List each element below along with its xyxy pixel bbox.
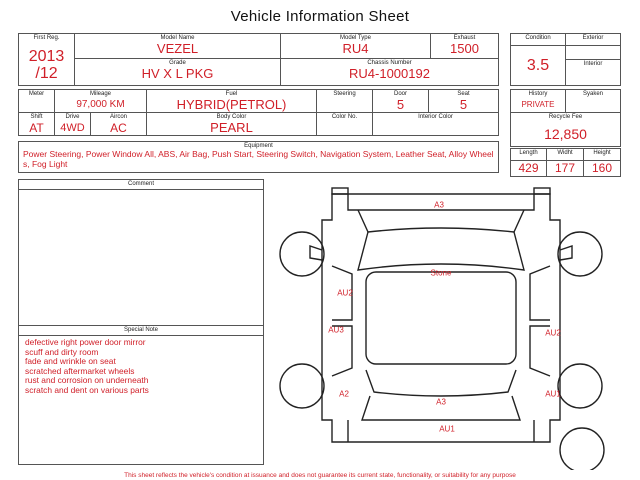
length-value-cell	[511, 161, 547, 177]
door-label: Door	[393, 91, 407, 97]
condition-header	[511, 34, 566, 46]
history-label: History	[528, 91, 548, 97]
vehicle-details-table	[18, 89, 499, 136]
exterior-label: Exterior	[582, 35, 604, 41]
seat-cell	[429, 90, 499, 113]
interior-color-label: Interior Color	[418, 114, 453, 120]
exhaust-value: 1500	[450, 41, 479, 56]
steering-label: Steering	[333, 91, 356, 97]
equipment-box	[18, 141, 499, 173]
drive-label: Drive	[65, 114, 80, 120]
length-label: Length	[519, 150, 538, 156]
exhaust-label: Exhaust	[453, 35, 476, 41]
grade-label: Grade	[169, 60, 186, 66]
dimensions-table	[510, 148, 621, 177]
condition-value-cell	[511, 46, 566, 86]
special-note-item: fade and wrinkle on seat	[25, 356, 116, 366]
width-header	[547, 149, 584, 161]
grade-cell	[75, 59, 281, 86]
wheel-rear-right	[558, 364, 602, 408]
door-value: 5	[396, 97, 405, 112]
first-reg-cell	[19, 34, 75, 86]
recycle-fee-label: Recycle Fee	[548, 114, 583, 120]
interior-cell	[566, 60, 621, 86]
exterior-value-cell	[566, 46, 621, 60]
damage-mark: AU1	[439, 424, 455, 434]
left-mirror	[310, 246, 322, 260]
equipment-label: Equipment	[244, 143, 273, 149]
seat-label: Seat	[457, 91, 470, 97]
recycle-fee-cell	[511, 113, 621, 147]
aircon-label: Aircon	[109, 114, 127, 120]
syaken-label: Syaken	[582, 91, 603, 97]
damage-mark: A3	[436, 397, 446, 407]
model-name-label: Model Name	[160, 35, 195, 41]
color-no-label: Color No.	[331, 114, 358, 120]
fuel-label: Fuel	[225, 91, 238, 97]
length-header	[511, 149, 547, 161]
condition-label: Condition	[525, 35, 551, 41]
width-value: 177	[554, 161, 576, 175]
vehicle-info-table	[18, 33, 499, 86]
front-left-lamp	[332, 188, 348, 194]
damage-mark: AU1	[545, 389, 561, 399]
rear-window	[366, 370, 516, 396]
history-table	[510, 89, 621, 147]
spare-wheel	[560, 428, 604, 470]
mileage-cell	[55, 90, 147, 113]
shift-cell	[19, 113, 55, 136]
special-note-item: scratched aftermarket wheels	[25, 365, 135, 376]
mileage-label: Mileage	[89, 91, 111, 97]
front-right-lamp	[534, 188, 550, 194]
recycle-fee-value: 12,850	[544, 126, 587, 142]
damage-mark: A2	[339, 389, 349, 399]
fuel-cell	[147, 90, 317, 113]
model-type-label: Model Type	[340, 35, 371, 41]
model-name-value: VEZEL	[156, 41, 199, 56]
wheel-front-left	[280, 232, 324, 276]
body-color-label: Body Color	[216, 114, 247, 120]
special-note-item: rust and corrosion on underneath	[25, 375, 149, 385]
length-value: 429	[518, 161, 539, 175]
model-type-value: RU4	[342, 41, 369, 56]
first-reg-month: /12	[35, 65, 58, 82]
equipment-value: Power Steering, Power Window All, ABS, Air Bag, Push Start, Steering Switch, Navigation System, Leather Seat, Alloy Wheels, Fog Light	[23, 149, 494, 169]
meter-label: Meter	[28, 91, 45, 97]
color-no-cell	[317, 113, 373, 136]
height-value: 160	[591, 161, 613, 175]
damage-mark: AU3	[328, 325, 344, 335]
disclaimer-footer: This sheet reflects the vehicle's condition at issuance and does not guarantee its current state, functionality, or suitability for any purpose	[124, 472, 516, 479]
steering-cell	[317, 90, 373, 113]
condition-value: 3.5	[526, 56, 550, 74]
special-note-list	[19, 336, 263, 395]
damage-mark: AU2	[337, 288, 353, 298]
mileage-value: 97,000 KM	[76, 99, 125, 110]
body-color-cell	[147, 113, 317, 136]
chassis-cell	[281, 59, 499, 86]
condition-table	[510, 33, 621, 86]
damage-mark: Stone	[430, 268, 452, 278]
chassis-label: Chassis Number	[367, 60, 412, 66]
roof	[366, 272, 516, 364]
wheel-front-right	[558, 232, 602, 276]
first-reg-year: 2013	[28, 48, 65, 65]
model-type-cell	[281, 34, 431, 59]
exterior-header	[566, 34, 621, 46]
aircon-cell	[91, 113, 147, 136]
shift-label: Shift	[30, 114, 43, 120]
special-note-label: Special Note	[19, 326, 263, 336]
sheet-title: Vehicle Information Sheet	[230, 8, 410, 25]
right-mirror	[560, 246, 572, 260]
width-label: Widht	[557, 150, 573, 156]
door-cell	[373, 90, 429, 113]
fuel-value: HYBRID(PETROL)	[176, 97, 287, 112]
drive-cell	[55, 113, 91, 136]
height-header	[584, 149, 621, 161]
exhaust-cell	[431, 34, 499, 59]
model-name-cell	[75, 34, 281, 59]
damage-mark: AU2	[545, 328, 561, 338]
damage-mark: A3	[434, 200, 444, 210]
height-label: Height	[593, 150, 611, 156]
drive-value: 4WD	[60, 122, 85, 134]
comment-label: Comment	[19, 180, 263, 190]
grade-value: HV X L PKG	[141, 66, 214, 81]
front-right-door	[530, 266, 550, 320]
special-note-item: scratch and dent on various parts	[25, 384, 149, 395]
meter-cell	[19, 90, 55, 113]
wheel-rear-left	[280, 364, 324, 408]
first-reg-label: First Reg.	[33, 35, 60, 41]
special-note-item: defective right power door mirror	[25, 337, 146, 347]
body-color-value: PEARL	[210, 120, 253, 135]
width-value-cell	[547, 161, 584, 177]
special-note-item: scuff and dirty room	[25, 346, 99, 357]
interior-color-cell	[373, 113, 499, 136]
comment-value	[19, 190, 263, 192]
interior-label: Interior	[583, 61, 603, 67]
comment-box	[18, 179, 264, 326]
history-cell	[511, 90, 566, 113]
windshield	[358, 232, 524, 270]
aircon-value: AC	[110, 121, 127, 135]
height-value-cell	[584, 161, 621, 177]
shift-value: AT	[29, 121, 44, 135]
syaken-cell	[566, 90, 621, 113]
special-note-box	[18, 325, 264, 465]
history-value: PRIVATE	[521, 100, 555, 109]
hood	[358, 210, 524, 232]
chassis-value: RU4-1000192	[349, 66, 430, 81]
seat-value: 5	[459, 97, 468, 112]
